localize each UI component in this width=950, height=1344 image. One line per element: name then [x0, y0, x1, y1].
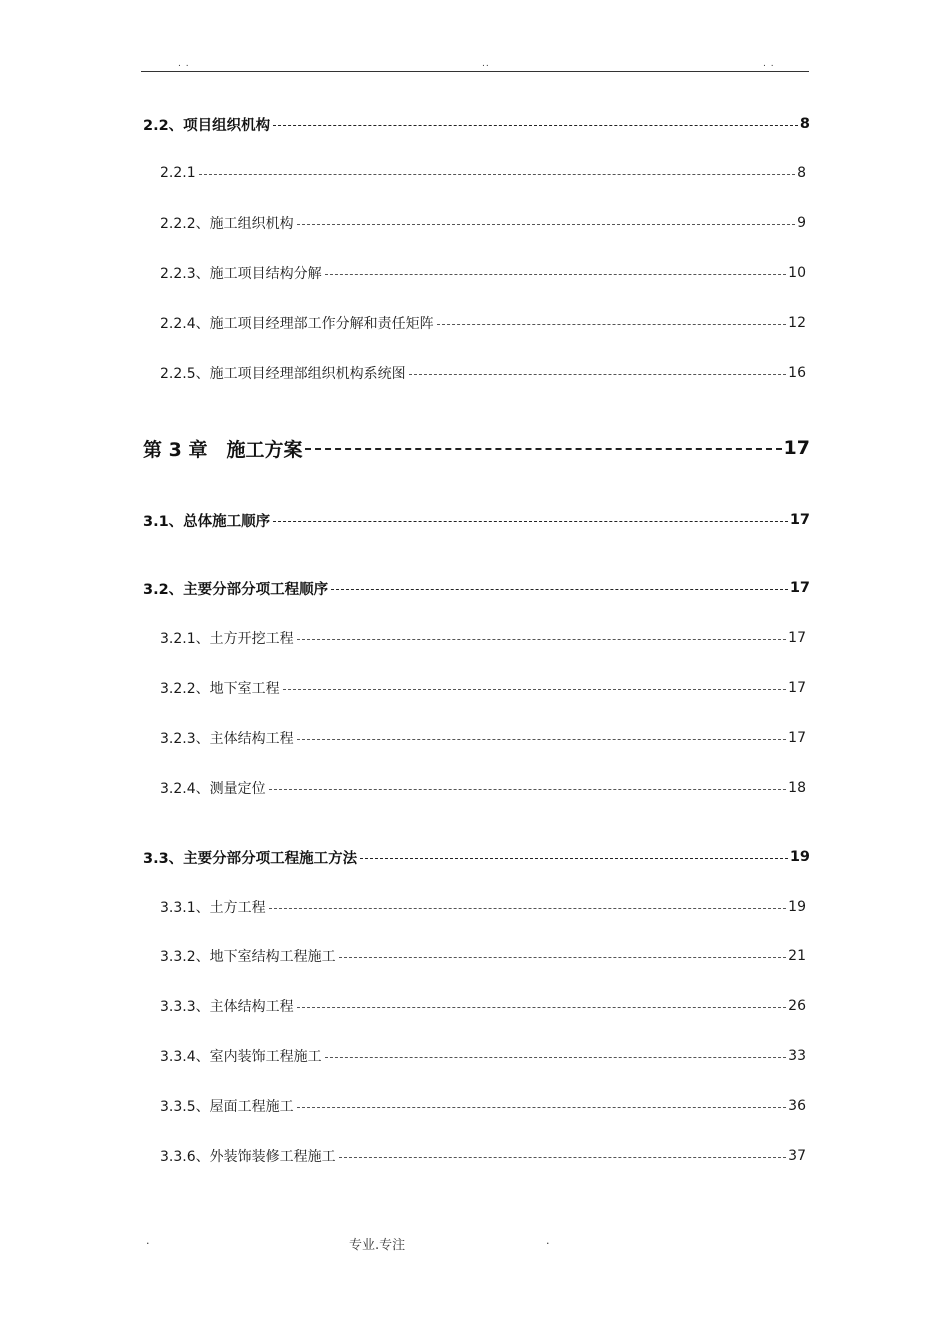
toc-entry[interactable]: [160, 162, 806, 184]
toc-leader: [437, 324, 787, 325]
toc-entry[interactable]: [160, 262, 806, 284]
toc-leader: [325, 274, 787, 275]
toc-entry-label: 3.3.5、屋面工程施工: [160, 1099, 294, 1115]
toc-entry[interactable]: [160, 995, 806, 1017]
toc-entry-page: 17: [783, 437, 810, 459]
toc-entry-label: 3.2.1、土方开挖工程: [160, 631, 294, 647]
toc-entry-page: 17: [788, 630, 806, 646]
toc-leader: [360, 858, 788, 859]
toc-entry-label: 3.2.3、主体结构工程: [160, 731, 294, 747]
toc-entry-label: 3.2.2、地下室工程: [160, 681, 280, 697]
toc-leader: [283, 689, 787, 690]
toc-entry-label: 3.3.1、土方工程: [160, 900, 266, 916]
toc-entry[interactable]: [160, 1095, 806, 1117]
toc-entry-label: 3.3、主要分部分项工程施工方法: [143, 850, 358, 867]
toc-entry-label: 3.3.4、室内装饰工程施工: [160, 1049, 322, 1065]
toc-leader: [297, 1007, 787, 1008]
toc-leader: [297, 224, 795, 225]
toc-leader: [339, 1157, 787, 1158]
toc-entry-label: 2.2.5、施工项目经理部组织机构系统图: [160, 366, 406, 382]
toc-entry-label: 3.3.6、外装饰装修工程施工: [160, 1149, 336, 1165]
toc-leader: [297, 1107, 787, 1108]
toc-entry-page: 12: [788, 315, 806, 331]
toc-entry-label: 第 3 章 施工方案: [143, 438, 303, 461]
toc-entry[interactable]: [160, 312, 806, 334]
toc-entry-page: 36: [788, 1098, 806, 1114]
toc-entry-page: 8: [797, 165, 806, 181]
toc-leader: [269, 908, 787, 909]
toc-entry-page: 8: [799, 116, 810, 132]
toc-entry[interactable]: [160, 677, 806, 699]
toc-leader: [325, 1057, 787, 1058]
toc-entry-page: 9: [797, 215, 806, 231]
toc-entry-label: 3.3.3、主体结构工程: [160, 999, 294, 1015]
toc-entry-page: 33: [788, 1048, 806, 1064]
toc-entry-page: 37: [788, 1148, 806, 1164]
toc-entry-page: 16: [788, 365, 806, 381]
toc-leader: [331, 589, 788, 590]
toc-leader: [409, 374, 787, 375]
toc-leader: [273, 125, 798, 126]
toc-entry[interactable]: [160, 362, 806, 384]
toc-leader: [297, 639, 787, 640]
toc-entry-label: 3.2.4、测量定位: [160, 781, 266, 797]
toc-entry-label: 2.2.3、施工项目结构分解: [160, 266, 322, 282]
toc-leader: [305, 448, 781, 450]
toc-entry-page: 10: [788, 265, 806, 281]
toc-entry-label: 3.3.2、地下室结构工程施工: [160, 949, 336, 965]
toc-entry[interactable]: [160, 727, 806, 749]
toc-entry-page: 17: [789, 512, 810, 528]
toc-entry-label: 3.1、总体施工顺序: [143, 513, 271, 530]
toc-entry[interactable]: [160, 945, 806, 967]
footer-left-mark: .: [146, 1234, 150, 1247]
toc-entry-label: 3.2、主要分部分项工程顺序: [143, 581, 329, 598]
toc-leader: [339, 957, 787, 958]
toc-entry-page: 17: [788, 680, 806, 696]
toc-leader: [269, 789, 787, 790]
toc-entry[interactable]: [143, 509, 810, 531]
toc-entry[interactable]: [143, 577, 810, 599]
toc-entry[interactable]: [143, 113, 810, 135]
toc-entry-label: 2.2.4、施工项目经理部工作分解和责任矩阵: [160, 316, 434, 332]
toc-entry-page: 26: [788, 998, 806, 1014]
toc-entry-page: 21: [788, 948, 806, 964]
toc-entry-label: 2.2.1: [160, 165, 196, 181]
footer-text: 专业.专注: [349, 1238, 406, 1253]
toc-chapter-entry[interactable]: [143, 435, 810, 461]
toc-entry-page: 17: [788, 730, 806, 746]
toc-entry[interactable]: [160, 1045, 806, 1067]
toc-entry[interactable]: [160, 1145, 806, 1167]
header-right-mark: . .: [763, 59, 775, 69]
toc-leader: [273, 521, 788, 522]
toc-entry-page: 17: [789, 580, 810, 596]
toc-leader: [297, 739, 787, 740]
header-center-mark: ..: [482, 59, 490, 69]
toc-entry[interactable]: [160, 896, 806, 918]
toc-entry[interactable]: [160, 212, 806, 234]
toc-entry-page: 19: [789, 849, 810, 865]
footer-right-mark: .: [546, 1234, 550, 1247]
toc-entry-label: 2.2、项目组织机构: [143, 117, 271, 134]
toc-entry[interactable]: [160, 627, 806, 649]
toc-leader: [199, 174, 795, 175]
header-left-mark: . .: [178, 59, 190, 69]
toc-entry-page: 19: [788, 899, 806, 915]
toc-entry[interactable]: [143, 846, 810, 868]
toc-entry-page: 18: [788, 780, 806, 796]
toc-entry[interactable]: [160, 777, 806, 799]
toc-entry-label: 2.2.2、施工组织机构: [160, 216, 294, 232]
